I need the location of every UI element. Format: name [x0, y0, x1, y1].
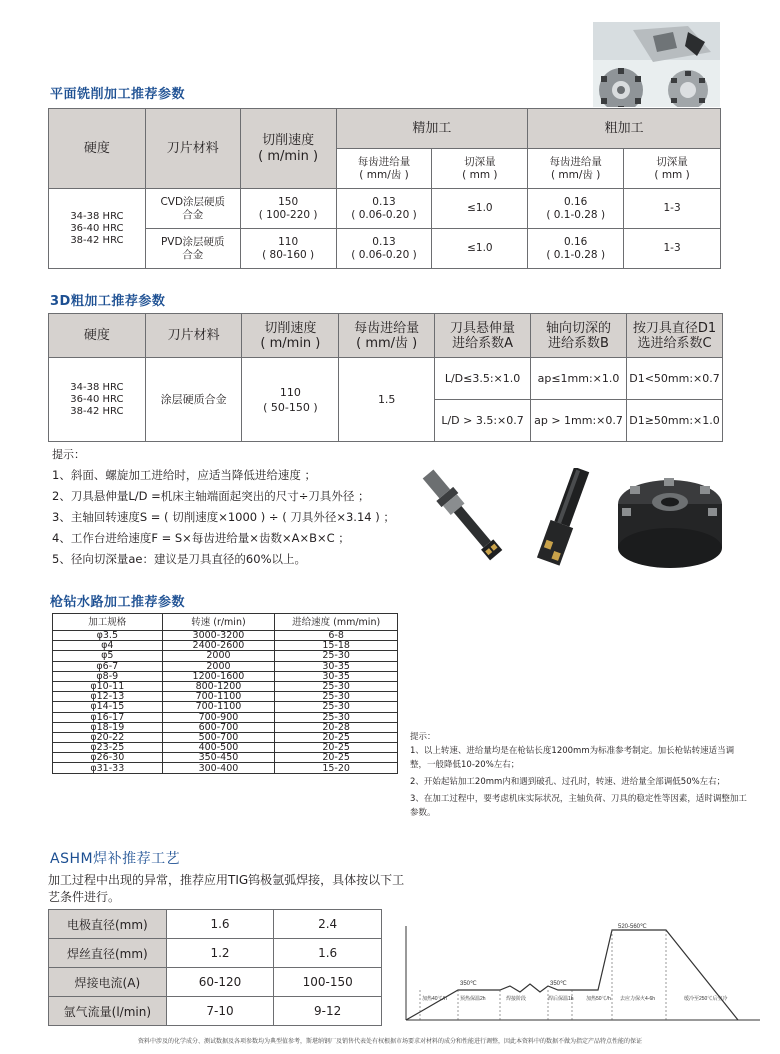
label-stage3: 焊接阶段: [506, 996, 527, 1002]
cutting-speed-header: 切削速度 ( m/min ): [240, 109, 336, 189]
weld-value-a: 1.2: [166, 939, 274, 968]
weld-value-b: 1.6: [274, 939, 382, 968]
gd-speed-cell: 2400-2600: [162, 641, 275, 651]
tip2-item: 1、以上转速、进给量均是在枪钻长度1200mm为标准参考制定。加长枪钻转速适当调整，一般降低10-20%左右；: [410, 746, 735, 770]
ashm-intro: 加工过程中出现的异常，推荐应用TIG钨极氩弧焊接，具体按以下工艺条件进行。: [48, 873, 405, 904]
label-stage7: 缓冷至250℃后空冷: [684, 996, 728, 1002]
gd-feed-cell: 6-8: [275, 631, 398, 641]
tip-item: 1、斜面、螺旋加工进给时，应适当降低进给速度 ；: [52, 468, 316, 482]
table-row: [53, 743, 398, 753]
gd-header-speed: 转速 (r/min): [162, 614, 275, 631]
fin-depth-header: 切深量 ( mm ): [432, 149, 528, 189]
rough-depth-cvd: 1-3: [624, 189, 721, 229]
gd-spec-cell: φ12-13: [53, 692, 163, 702]
hardness-values-2: 34-38 HRC 36-40 HRC 38-42 HRC: [49, 358, 146, 442]
3d-roughing-title: 3D粗加工推荐参数: [50, 294, 166, 309]
coef-a-1: L/D≤3.5:×1.0: [435, 358, 531, 400]
gd-spec-cell: φ6-7: [53, 661, 163, 671]
fin-feed-pvd: 0.13 ( 0.06-0.20 ): [336, 229, 432, 269]
speed-cvd: 150 ( 100-220 ): [240, 189, 336, 229]
gd-speed-cell: 500-700: [162, 732, 275, 742]
weld-param-label: 氩气流量(l/min): [49, 997, 167, 1026]
fin-depth-pvd: ≤1.0: [432, 229, 528, 269]
gd-spec-cell: φ20-22: [53, 732, 163, 742]
material-pvd: PVD涂层硬质 合金: [145, 229, 240, 269]
gd-speed-cell: 2000: [162, 661, 275, 671]
table-row: [49, 910, 382, 939]
fin-feed-header: 每齿进给量 ( mm/齿 ): [336, 149, 432, 189]
table-row: [53, 681, 398, 691]
gd-speed-cell: 400-500: [162, 743, 275, 753]
weld-value-a: 60-120: [166, 968, 274, 997]
gd-feed-cell: 20-25: [275, 743, 398, 753]
gd-speed-cell: 700-1100: [162, 702, 275, 712]
gd-speed-cell: 800-1200: [162, 681, 275, 691]
rough-depth-pvd: 1-3: [624, 229, 721, 269]
table-row: [53, 631, 398, 641]
table-row: [49, 939, 382, 968]
table-row: [53, 651, 398, 661]
gd-spec-cell: φ26-30: [53, 753, 163, 763]
gd-feed-cell: 20-28: [275, 722, 398, 732]
feed-3d: 1.5: [339, 358, 435, 442]
tips-gun-drill: [410, 730, 750, 823]
tip-item: 2、刀具悬伸量L/D =机床主轴端面起突出的尺寸÷刀具外径 ；: [52, 489, 370, 503]
table-row: [53, 702, 398, 712]
gd-feed-cell: 25-30: [275, 651, 398, 661]
rough-feed-pvd: 0.16 ( 0.1-0.28 ): [528, 229, 624, 269]
table-row: [53, 722, 398, 732]
gd-feed-cell: 25-30: [275, 712, 398, 722]
tips-head: 提示：: [52, 448, 85, 461]
gd-header-spec: 加工规格: [53, 614, 163, 631]
tips2-head: 提示：: [410, 732, 436, 742]
gd-spec-cell: φ31-33: [53, 763, 163, 773]
gd-spec-cell: φ23-25: [53, 743, 163, 753]
feed-header-2: 每齿进给量 ( mm/齿 ): [339, 314, 435, 358]
coef-b-2: ap > 1mm:×0.7: [531, 400, 627, 442]
coef-a-header: 刀具悬伸量 进给系数A: [435, 314, 531, 358]
table-row: [49, 968, 382, 997]
weld-value-a: 1.6: [166, 910, 274, 939]
rough-feed-cvd: 0.16 ( 0.1-0.28 ): [528, 189, 624, 229]
table-row: [53, 671, 398, 681]
gd-spec-cell: φ16-17: [53, 712, 163, 722]
table-row: [53, 692, 398, 702]
gd-speed-cell: 300-400: [162, 763, 275, 773]
gd-spec-cell: φ10-11: [53, 681, 163, 691]
gd-feed-cell: 25-30: [275, 681, 398, 691]
weld-value-b: 2.4: [274, 910, 382, 939]
weld-param-label: 焊接电流(A): [49, 968, 167, 997]
table-row: [53, 641, 398, 651]
table-row: [53, 753, 398, 763]
coef-c-2: D1≥50mm:×1.0: [626, 400, 722, 442]
gd-feed-cell: 15-20: [275, 763, 398, 773]
face-mill-photo: [610, 474, 728, 570]
weld-value-b: 9-12: [274, 997, 382, 1026]
insert-material-header: 刀片材料: [145, 109, 240, 189]
fin-depth-cvd: ≤1.0: [432, 189, 528, 229]
label-350a: 350℃: [460, 981, 477, 987]
tip2-item: 2、开始起钻加工20mm内和遇到破孔、过孔时，转速、进给量全部调低50%左右；: [410, 777, 726, 787]
weld-value-a: 7-10: [166, 997, 274, 1026]
tip2-item: 3、在加工过程中，要考虑机床实际状况，主轴负荷、刀具的稳定性等因素，适时调整加工参数。: [410, 794, 747, 818]
gd-spec-cell: φ18-19: [53, 722, 163, 732]
gd-spec-cell: φ3.5: [53, 631, 163, 641]
footer-disclaimer: 资料中涉及的化学成分、测试数据及各项参数均为典型值参考，斯堪纳钢厂及销售代表处有权根据市场要求对材料的成分和性能进行调整，因此本资料中的数据不做为指定产品特点性能的保证: [137, 1038, 642, 1045]
tips-3d-roughing: [52, 444, 395, 570]
table-row: [53, 661, 398, 671]
fin-feed-cvd: 0.13 ( 0.06-0.20 ): [336, 189, 432, 229]
weld-param-label: 电极直径(mm): [49, 910, 167, 939]
gd-speed-cell: 350-450: [162, 753, 275, 763]
speed-3d: 110 ( 50-150 ): [242, 358, 339, 442]
gd-spec-cell: φ5: [53, 651, 163, 661]
label-stage2: 预热保温2h: [460, 996, 486, 1002]
gun-drill-table: [52, 613, 398, 774]
gd-speed-cell: 700-900: [162, 712, 275, 722]
weld-value-b: 100-150: [274, 968, 382, 997]
weld-heat-chart: [398, 920, 768, 1028]
gd-feed-cell: 20-25: [275, 732, 398, 742]
hardness-values: 34-38 HRC 36-40 HRC 38-42 HRC: [49, 189, 146, 269]
hardness-header-2: 硬度: [49, 314, 146, 358]
gd-feed-cell: 25-30: [275, 702, 398, 712]
gd-spec-cell: φ14-15: [53, 702, 163, 712]
finishing-header: 精加工: [336, 109, 528, 149]
coef-c-header: 按刀具直径D1 选进给系数C: [626, 314, 722, 358]
coef-c-1: D1<50mm:×0.7: [626, 358, 722, 400]
3d-roughing-table: [48, 313, 723, 442]
insert-material-header-2: 刀片材料: [145, 314, 242, 358]
face-milling-title: 平面铣削加工推荐参数: [50, 87, 186, 102]
coef-b-1: ap≤1mm:×1.0: [531, 358, 627, 400]
gd-speed-cell: 2000: [162, 651, 275, 661]
gd-feed-cell: 15-18: [275, 641, 398, 651]
weld-param-label: 焊丝直径(mm): [49, 939, 167, 968]
tip-item: 4、工作台进给速度F = S×每齿进给量×齿数×A×B×C ；: [52, 531, 350, 545]
hardness-header: 硬度: [49, 109, 146, 189]
rough-depth-header: 切深量 ( mm ): [624, 149, 721, 189]
gd-feed-cell: 30-35: [275, 661, 398, 671]
cutting-speed-header-2: 切削速度 ( m/min ): [242, 314, 339, 358]
gd-header-feed: 进给速度 (mm/min): [275, 614, 398, 631]
table-row: [53, 712, 398, 722]
gd-speed-cell: 700-1100: [162, 692, 275, 702]
rough-feed-header: 每齿进给量 ( mm/齿 ): [528, 149, 624, 189]
label-stage4: 焊后保温1h: [548, 996, 574, 1002]
end-mill-photo: [528, 468, 598, 568]
label-520: 520-560℃: [618, 924, 647, 930]
face-milling-table: [48, 108, 721, 269]
table-row: [53, 763, 398, 773]
roughing-header: 粗加工: [528, 109, 721, 149]
gd-feed-cell: 20-25: [275, 753, 398, 763]
coef-b-header: 轴向切深的 进给系数B: [531, 314, 627, 358]
ashm-weld-table: [48, 909, 382, 1026]
gd-speed-cell: 3000-3200: [162, 631, 275, 641]
speed-pvd: 110 ( 80-160 ): [240, 229, 336, 269]
gd-feed-cell: 30-35: [275, 671, 398, 681]
label-stage5: 加热50℃/h: [586, 996, 611, 1002]
label-stage1: 加热40℃/h: [422, 996, 447, 1002]
gd-spec-cell: φ8-9: [53, 671, 163, 681]
gun-drill-title: 枪钻水路加工推荐参数: [50, 595, 186, 610]
label-stage6: 去应力保火4-6h: [620, 996, 656, 1002]
material-coated: 涂层硬质合金: [145, 358, 242, 442]
gd-feed-cell: 25-30: [275, 692, 398, 702]
gd-spec-cell: φ4: [53, 641, 163, 651]
tool-holder-photo: [408, 466, 516, 566]
table-row: [49, 997, 382, 1026]
coef-a-2: L/D > 3.5:×0.7: [435, 400, 531, 442]
material-cvd: CVD涂层硬质 合金: [145, 189, 240, 229]
tip-item: 5、径向切深量ae：建议是刀具直径的60%以上。: [52, 552, 306, 566]
label-350b: 350℃: [550, 981, 567, 987]
milling-cutters-photo: [593, 22, 720, 107]
tip-item: 3、主轴回转速度S = ( 切削速度×1000 ) ÷ ( 刀具外径×3.14 ) ；: [52, 510, 395, 524]
gd-speed-cell: 1200-1600: [162, 671, 275, 681]
table-row: [53, 732, 398, 742]
gd-speed-cell: 600-700: [162, 722, 275, 732]
ashm-title: ASHM焊补推荐工艺: [50, 851, 181, 867]
